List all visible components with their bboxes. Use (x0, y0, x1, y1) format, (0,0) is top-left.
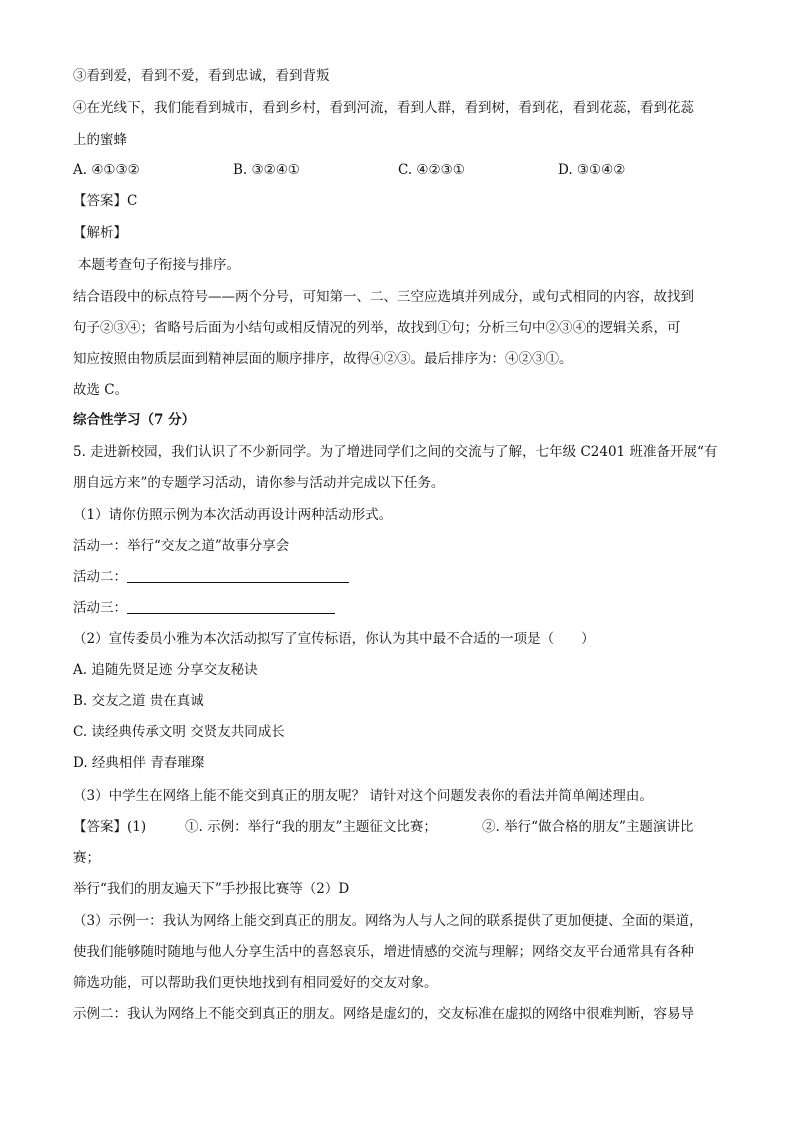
slogan-option-c: C. 读经典传承文明 交贤友共同成长 (73, 724, 285, 740)
answer-label-2: 【答案】(1) (73, 819, 147, 835)
analysis-line: 故选 C。 (73, 382, 129, 398)
answer-line: 使我们能够随时随地与他人分享生活中的喜怒哀乐，增进情感的交流与理解；网络交友平台通常具有各种 (73, 944, 694, 960)
question-line: 5. 走进新校园，我们认识了不少新同学。为了增进同学们之间的交流与了解，七年级 C2401 班准备开展“有 (73, 444, 718, 460)
answer-blank (127, 599, 335, 614)
answer-item-1: ①. 示例：举行“我的朋友”主题征文比赛； (185, 819, 437, 835)
answer-item-2: ②. 举行“做合格的朋友”主题演讲比 (482, 819, 694, 835)
activity-one: 活动一：举行“交友之道”故事分享会 (73, 538, 290, 554)
choice-options (73, 160, 754, 180)
answer-line: 赛； (73, 850, 100, 866)
item-4-text-cont: 上的蜜蜂 (73, 132, 127, 148)
section-heading: 综合性学习（7 分） (73, 412, 196, 428)
answer-blank (127, 568, 349, 583)
option-a: A. ④①③② (73, 162, 140, 178)
answer-line: 筛选功能，可以帮助我们更快地找到有相同爱好的交友对象。 (73, 975, 438, 991)
item-3-text: ③看到爱，看到不爱，看到忠诚，看到背叛 (73, 68, 330, 84)
option-c: C. ④②③① (398, 162, 465, 178)
activity-three-label: 活动三： (73, 600, 127, 616)
analysis-line: 知应按照由物质层面到精神层面的顺序排序，故得④②③。最后排序为：④②③①。 (73, 351, 573, 367)
answer-line: （3）示例一：我认为网络上能交到真正的朋友。网络为人与人之间的联系提供了更加便捷、全面的渠道， (73, 913, 703, 929)
slogan-option-d: D. 经典相伴 青春璀璨 (73, 755, 205, 771)
option-d: D. ③①④② (558, 162, 626, 178)
activity-two-label: 活动二： (73, 569, 127, 585)
answer-line (73, 817, 754, 837)
answer-label: 【答案】C (73, 193, 138, 209)
analysis-line: 本题考查句子衔接与排序。 (78, 257, 240, 273)
question-line: 朋自远方来”的专题学习活动，请你参与活动并完成以下任务。 (73, 475, 445, 491)
answer-line: 示例二：我认为网络上不能交到真正的朋友。网络是虚幻的，交友标准在虚拟的网络中很难判断，容易导 (73, 1006, 694, 1022)
subquestion-3: （3）中学生在网络上能不能交到真正的朋友呢？ 请针对这个问题发表你的看法并简单阐述理由。 (73, 788, 653, 804)
analysis-line: 结合语段中的标点符号——两个分号，可知第一、二、三空应选填并列成分，或句式相同的内容，故找到 (73, 289, 694, 305)
analysis-line: 句子②③④；省略号后面为小结句或相反情况的列举，故找到①句；分析三句中②③④的逻辑关系，可 (73, 320, 681, 336)
subquestion-1: （1）请你仿照示例为本次活动再设计两种活动形式。 (73, 507, 393, 523)
answer-line: 举行“我们的朋友遍天下”手抄报比赛等（2）D (73, 881, 350, 897)
activity-two (73, 567, 754, 587)
slogan-option-b: B. 交友之道 贵在真诚 (73, 693, 204, 709)
activity-three (73, 598, 754, 618)
item-4-text: ④在光线下，我们能看到城市，看到乡村，看到河流，看到人群，看到树，看到花，看到花蕊，看到花蕊 (73, 100, 694, 116)
slogan-option-a: A. 追随先贤足迹 分享交友秘诀 (73, 662, 258, 678)
option-b: B. ③②④① (233, 162, 300, 178)
analysis-label: 【解析】 (73, 225, 127, 241)
subquestion-2: （2）宣传委员小雅为本次活动拟写了宣传标语，你认为其中最不合适的一项是（ ） (73, 631, 595, 647)
